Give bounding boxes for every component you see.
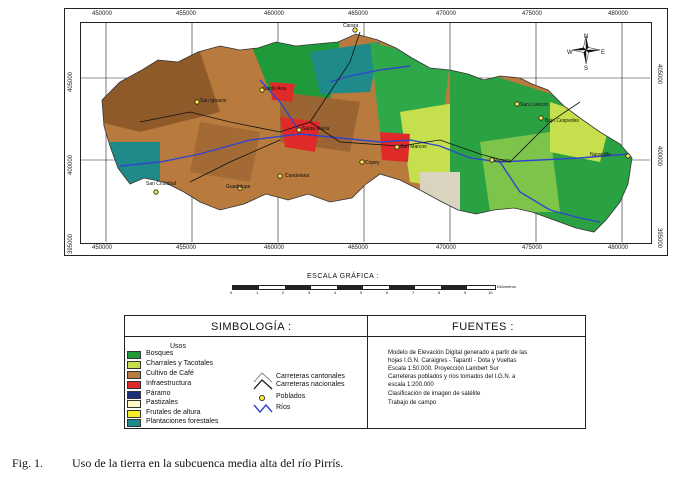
- swatch-frutales: [127, 410, 141, 418]
- land-use-patches: [80, 22, 650, 242]
- line-symbols: [252, 370, 274, 416]
- swatch-bosques: [127, 351, 141, 359]
- town-label: Guadalupe: [226, 184, 251, 190]
- scale-title: ESCALA GRÁFICA :: [307, 273, 379, 280]
- scale-tick: 2: [282, 290, 285, 295]
- x-tick-bottom: 455000: [176, 245, 197, 251]
- source-line: Clasificación de imagen de satélite: [388, 391, 481, 397]
- x-tick-top: 475000: [522, 11, 543, 17]
- town-label: San Ignacio: [200, 98, 227, 104]
- compass-e: E: [601, 50, 606, 56]
- scale-tick: 10: [488, 290, 493, 295]
- town-label: Santa Ana: [263, 86, 287, 92]
- y-tick-right: 405000: [656, 64, 662, 85]
- line-label: Carreteras nacionales: [276, 381, 345, 388]
- x-tick-top: 455000: [176, 11, 197, 17]
- y-tick-right: 400000: [656, 146, 662, 167]
- town-symbol: [259, 395, 264, 400]
- scale-tick: 3: [308, 290, 311, 295]
- scale-tick: 4: [334, 290, 337, 295]
- y-tick-left: 395000: [68, 233, 74, 254]
- swatch-charrales: [127, 361, 141, 369]
- legend-label: Cultivo de Café: [146, 370, 194, 377]
- town-label: San Cristóbal: [146, 181, 177, 187]
- legend-label: Bosques: [146, 350, 174, 357]
- source-line: hojas I.G.N. Caraigres - Tapantí - Dota y Vueltas: [388, 358, 517, 364]
- town-label: San Marcos: [400, 144, 427, 150]
- legend-label: Pastizales: [146, 399, 178, 406]
- x-tick-bottom: 465000: [348, 245, 369, 251]
- source-line: Trabajo de campo: [388, 400, 437, 406]
- swatch-infraestructura: [127, 381, 141, 389]
- figure-label: Fig. 1.: [12, 456, 44, 470]
- line-label: Poblados: [276, 393, 306, 400]
- town-label: Bajo Cespedes: [545, 118, 579, 124]
- scale-tick: 7: [412, 290, 415, 295]
- sources-title: FUENTES :: [452, 321, 514, 333]
- y-tick-right: 395000: [656, 228, 662, 249]
- source-line: Escala 1:50.000. Proyección Lambert Sur: [388, 366, 499, 372]
- legend-label: Páramo: [146, 390, 171, 397]
- town-label: San Lorenzo: [520, 102, 549, 108]
- scale-tick: 6: [386, 290, 389, 295]
- y-tick-left: 405000: [68, 71, 74, 92]
- symbology-header: [125, 316, 367, 337]
- y-tick-left: 400000: [68, 154, 74, 175]
- scale-tick: 1: [256, 290, 259, 295]
- x-tick-top: 480000: [608, 11, 629, 17]
- x-tick-top: 460000: [264, 11, 285, 17]
- scale-tick: 0: [230, 290, 233, 295]
- scale-tick: 8: [438, 290, 441, 295]
- town-label: Carara: [343, 23, 359, 29]
- town-label: Pereira: [494, 158, 511, 164]
- figure-caption: Uso de la tierra en la subcuenca media alta del río Pirrís.: [72, 456, 344, 470]
- sources-header: [368, 316, 585, 337]
- town-label: Santa María: [302, 126, 330, 132]
- x-tick-bottom: 475000: [522, 245, 543, 251]
- x-tick-bottom: 460000: [264, 245, 285, 251]
- scale-tick: 9: [464, 290, 467, 295]
- swatch-paramo: [127, 391, 141, 399]
- source-line: escala 1:200.000: [388, 382, 434, 388]
- x-tick-top: 465000: [348, 11, 369, 17]
- compass-rose: [572, 36, 600, 64]
- source-line: Carreteras poblados y ríos tomados del I.G.N. a: [388, 374, 516, 380]
- source-line: Modelo de Elevación Digital generado a partir de las: [388, 350, 528, 356]
- swatch-plantaciones: [127, 419, 141, 427]
- x-tick-top: 470000: [436, 11, 457, 17]
- legend-label: Infraestructura: [146, 380, 192, 387]
- x-tick-bottom: 480000: [608, 245, 629, 251]
- town-label: Naranjillo: [590, 152, 611, 158]
- town-label: Candelaria: [285, 173, 310, 179]
- town-label: Copey: [365, 160, 380, 166]
- x-tick-top: 450000: [92, 11, 113, 17]
- national-road-symbol: [254, 380, 272, 389]
- compass-s: S: [584, 66, 589, 72]
- compass-n: N: [584, 34, 589, 40]
- land-use-map: [80, 22, 650, 242]
- swatch-pastizales: [127, 400, 141, 408]
- symbology-title: SIMBOLOGÍA :: [211, 321, 292, 333]
- x-tick-bottom: 470000: [436, 245, 457, 251]
- compass-w: W: [567, 50, 573, 56]
- line-label: Carreteras cantonales: [276, 373, 345, 380]
- legend-label: Charrales y Tacotales: [146, 360, 214, 367]
- line-label: Ríos: [276, 404, 291, 411]
- scale-unit: Kilómetros: [497, 284, 516, 289]
- scale-bar: [232, 285, 496, 290]
- swatch-cafe: [127, 371, 141, 379]
- river-symbol: [254, 405, 272, 412]
- usos-label: Usos: [170, 343, 186, 350]
- legend-label: Plantaciones forestales: [146, 418, 219, 425]
- x-tick-bottom: 450000: [92, 245, 113, 251]
- legend-label: Frutales de altura: [146, 409, 201, 416]
- scale-tick: 5: [360, 290, 363, 295]
